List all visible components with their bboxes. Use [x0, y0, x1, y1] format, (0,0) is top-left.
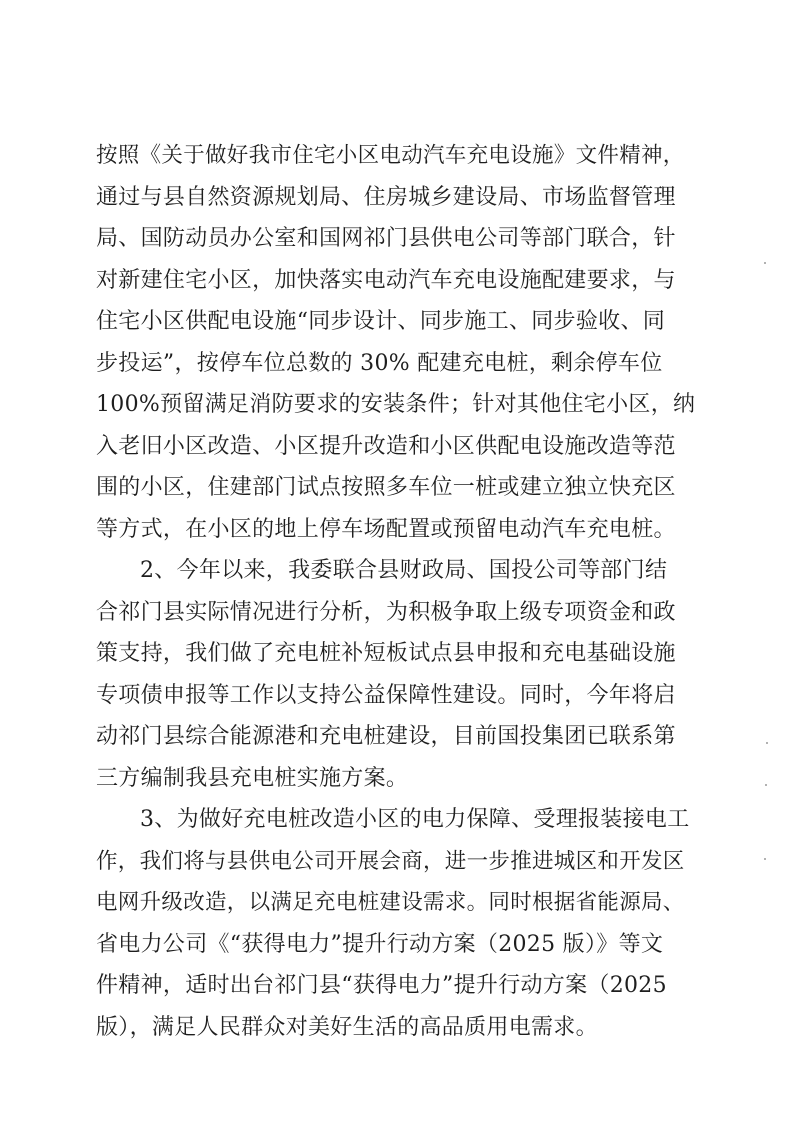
- text-line: 策支持，我们做了充电桩补短板试点县申报和充电基础设施: [96, 641, 676, 666]
- text-line: 合祁门县实际情况进行分析，为积极争取上级专项资金和政: [96, 599, 676, 625]
- text-line: 动祁门县综合能源港和充电桩建设，目前国投集团已联系第: [96, 724, 676, 749]
- text-line: 3、为做好充电桩改造小区的电力保障、受理报装接电工: [140, 807, 690, 832]
- text-line: 三方编制我县充电桩实施方案。: [96, 765, 409, 791]
- paragraph-item-2: [96, 550, 696, 799]
- paragraph-item-3: [96, 799, 696, 1048]
- paragraph-intro: [96, 135, 696, 550]
- text-line: 步投运”，按停车位总数的 30% 配建充电桩，剩余停车位: [96, 350, 663, 376]
- text-line: 入老旧小区改造、小区提升改造和小区供配电设施改造等范: [96, 433, 676, 459]
- scan-speck: [764, 858, 766, 860]
- text-line: 2、今年以来，我委联合县财政局、国投公司等部门结: [140, 558, 668, 583]
- text-line: 按照《关于做好我市住宅小区电动汽车充电设施》文件精神，: [96, 143, 685, 168]
- text-line: 版），满足人民群众对美好生活的高品质用电需求。: [96, 1014, 598, 1040]
- scan-speck: [766, 742, 768, 744]
- text-line: 等方式，在小区的地上停车场配置或预留电动汽车充电桩。: [96, 516, 676, 542]
- text-line: 围的小区，住建部门试点按照多车位一桩或建立独立快充区: [96, 475, 676, 500]
- text-line: 件精神，适时出台祁门县“获得电力”提升行动方案（2025: [96, 973, 667, 998]
- text-line: 专项债申报等工作以支持公益保障性建设。同时，今年将启: [96, 682, 676, 708]
- text-line: 通过与县自然资源规划局、住房城乡建设局、市场监督管理: [96, 184, 676, 210]
- text-line: 省电力公司《“获得电力”提升行动方案（2025 版）》等文: [96, 931, 664, 957]
- text-line: 作，我们将与县供电公司开展会商，进一步推进城区和开发区: [96, 848, 685, 874]
- text-line: 电网升级改造，以满足充电桩建设需求。同时根据省能源局、: [96, 890, 685, 915]
- document-body: [96, 135, 696, 1048]
- text-line: 局、国防动员办公室和国网祁门县供电公司等部门联合，针: [96, 226, 676, 251]
- text-line: 100%预留满足消防要求的安装条件；针对其他住宅小区，纳: [96, 392, 696, 417]
- text-line: 对新建住宅小区，加快落实电动汽车充电设施配建要求，与: [96, 267, 676, 293]
- scan-speck: [764, 262, 766, 264]
- scan-speck: [765, 784, 767, 786]
- text-line: 住宅小区供配电设施“同步设计、同步施工、同步验收、同: [96, 309, 666, 334]
